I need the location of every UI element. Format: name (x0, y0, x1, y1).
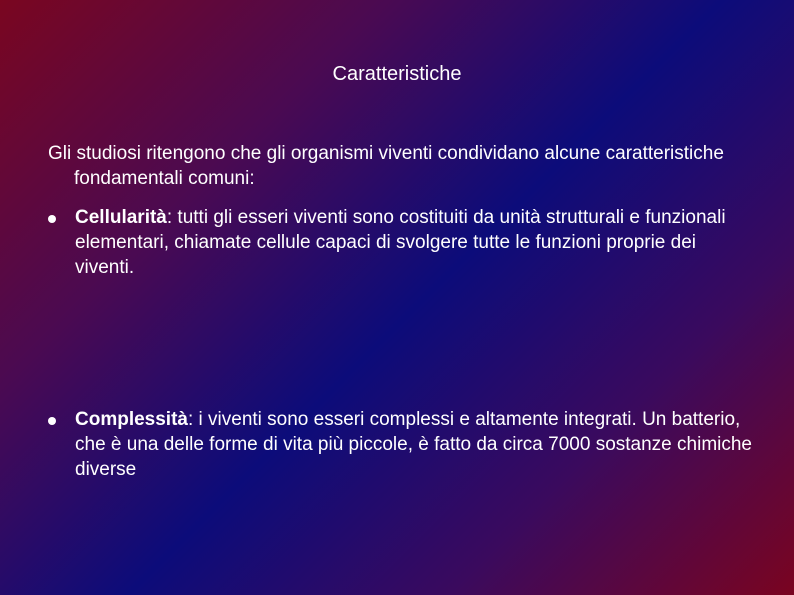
bullet-dot-icon (48, 417, 56, 425)
list-item-complessita (48, 407, 758, 482)
slide-title: Caratteristiche (332, 63, 462, 85)
list-item-term: Complessità (75, 409, 188, 430)
intro-paragraph: Gli studiosi ritengono che gli organismi viventi condividano alcune caratteristiche fondamentali comuni: (48, 143, 724, 189)
list-item-body: : i viventi sono esseri complessi e altamente integrati. Un batterio, che è una delle forme di vita più piccole, è fatto da circa 7000 sostanze chimiche diverse (75, 409, 752, 480)
bullet-dot-icon (48, 215, 56, 223)
list-item-text (75, 205, 758, 280)
list-item-body: : tutti gli esseri viventi sono costituiti da unità strutturali e funzionali elementari, chiamate cellule capaci di svolgere tutte le funzioni proprie dei viventi. (75, 207, 726, 278)
list-item-term: Cellularità (75, 207, 167, 228)
list-item-cellularita (48, 205, 758, 280)
list-item-text (75, 407, 758, 482)
